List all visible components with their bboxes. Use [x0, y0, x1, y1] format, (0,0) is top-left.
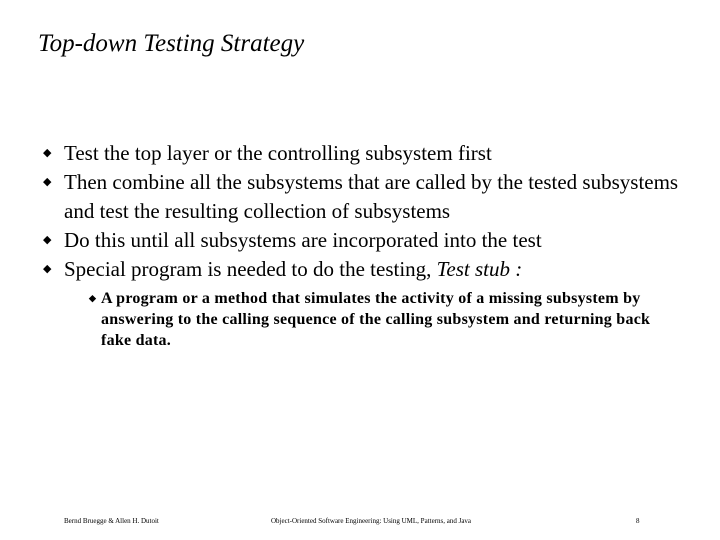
bullet-item	[42, 139, 712, 168]
bullet-text: Do this until all subsystems are incorporated into the test	[64, 228, 542, 252]
footer-authors: Bernd Bruegge & Allen H. Dutoit	[64, 517, 159, 525]
sub-bullet-item	[89, 288, 661, 351]
sub-bullet-text: A program or a method that simulates the activity of a missing subsystem by answering to the calling sequence of the calling subsystem and returning back fake data.	[101, 290, 651, 349]
bullet-item	[42, 168, 712, 226]
slide-title: Top-down Testing Strategy	[38, 30, 305, 57]
small-diamond-icon: ◆	[89, 293, 97, 303]
bullet-item	[42, 255, 712, 284]
diamond-icon: ◆	[43, 176, 52, 188]
bullet-list	[42, 139, 712, 351]
bullet-text: Then combine all the subsystems that are called by the tested subsystems and test the resulting collection of subsystems	[64, 170, 679, 223]
page-number: 8	[636, 517, 640, 525]
bullet-item	[42, 226, 712, 255]
footer-book-title: Object-Oriented Software Engineering: Using UML, Patterns, and Java	[271, 517, 472, 525]
diamond-icon: ◆	[43, 234, 52, 246]
bullet-text: Special program is needed to do the testing,	[64, 257, 437, 281]
bullet-emphasis: Test stub :	[436, 257, 523, 281]
diamond-icon: ◆	[43, 263, 52, 275]
diamond-icon: ◆	[43, 147, 52, 159]
bullet-text: Test the top layer or the controlling subsystem first	[64, 141, 492, 165]
